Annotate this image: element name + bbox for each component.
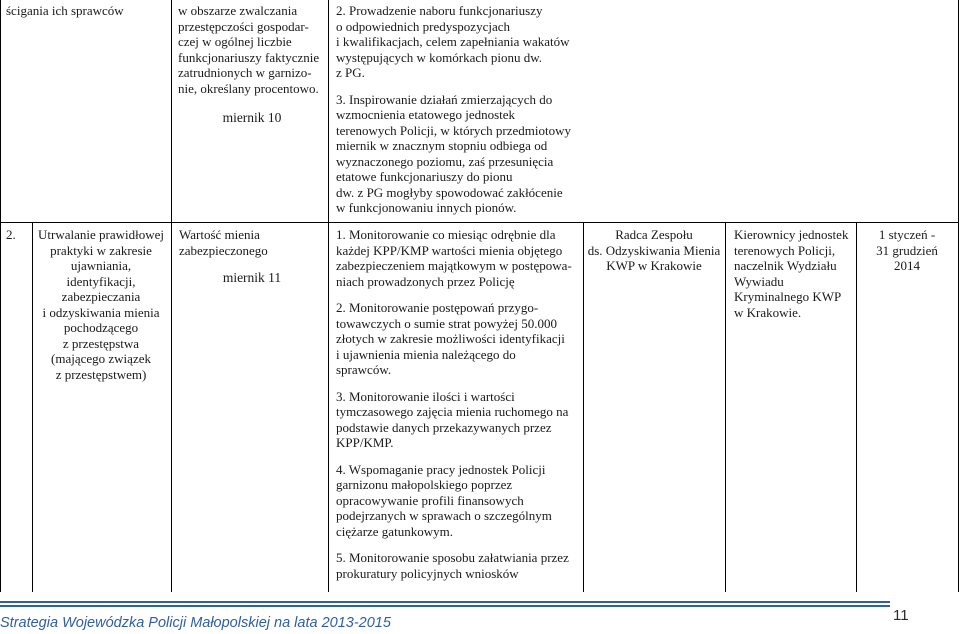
row2-measure: Wartość mienia zabezpieczonego miernik 11 (179, 227, 325, 286)
task-item: 5. Monitorowanie sposobu załatwiania przez prokuratury policyjnych wniosków (336, 550, 569, 581)
table-col-divider (725, 222, 726, 592)
table-col-divider (171, 0, 172, 592)
footer-rule (0, 605, 890, 607)
task-item: 2. Prowadzenie naboru funkcjonariuszy o odpowiednich predyspozycjach i kwalifikacjach, celem zapełniania wakatów występujących w komórkach pionu dw. z PG. (336, 3, 570, 80)
table-border-left (0, 0, 1, 592)
page-number: 11 (893, 607, 909, 624)
row2-deadline: 1 styczeń - 31 grudzień 2014 (876, 227, 938, 273)
table-row-divider (0, 222, 959, 223)
task-item: 4. Wspomaganie pracy jednostek Policji garnizonu małopolskiego poprzez opracowywanie profili finansowych podejrzanych w sprawach o szczególnym ciężarze gatunkowym. (336, 461, 552, 539)
table-col-divider (856, 222, 857, 592)
footer-title: Strategia Wojewódzka Policji Małopolskiej na lata 2013-2015 (0, 615, 391, 631)
row2-responsible: Radca Zespołu ds. Odzyskiwania Mienia KWP w Krakowie (587, 227, 721, 273)
table-col-divider (328, 0, 329, 592)
footer-rule (0, 601, 890, 603)
task-item: 3. Monitorowanie ilości i wartości tymczasowego zajęcia mienia ruchomego na podstawie danych przekazywanych przez KPP/KMP. (336, 388, 569, 450)
table-col-divider (32, 222, 33, 592)
task-item: 3. Inspirowanie działań zmierzających do wzmocnienia etatowego jednostek terenowych Policji, w których przedmiotowy miernik w znacznym stopniu odbiega od wyznaczonego poziomu, zaś przesunięcia etatowe funkcjonariuszy do pionu dw. z PG mogłyby spowodować zakłócenie w funkcjonowaniu innych pionów. (336, 91, 572, 215)
row2-objective: Utrwalanie prawidłowej praktyki w zakresie ujawniania, identyfikacji, zabezpieczania i odzyskiwania mienia pochodzącego z przestępstwa (mającego związek z przestępstwem) (38, 227, 164, 382)
row2-tasks (336, 227, 576, 581)
measure-label: miernik 11 (222, 270, 282, 285)
row2-cooperating: Kierownicy jednostek terenowych Policji, naczelnik Wydziału Wywiadu Kryminalnego KWP w Krakowie. (734, 227, 849, 320)
table-border-right (958, 0, 959, 592)
task-item: 1. Monitorowanie co miesiąc odrębnie dla każdej KPP/KMP wartości mienia objętego zabezpieczeniem majątkowym w postępowa- niach prowadzonych przez Policję (336, 227, 572, 289)
table-col-divider (583, 222, 584, 592)
row1-col1-text: ścigania ich sprawców (6, 3, 124, 18)
row2-number: 2. (6, 227, 16, 242)
measure-label: miernik 10 (222, 110, 282, 125)
task-item: 2. Monitorowanie postępowań przygo- towawczych o sumie strat powyżej 50.000 złotych w zakresie możliwości identyfikacji i ujawnienia mienia należącego do sprawców. (336, 300, 565, 377)
row1-tasks (336, 3, 576, 216)
row1-indicator-description: w obszarze zwalczania przestępczości gospodar- czej w ogólnej liczbie funkcjonariuszy faktycznie zatrudnionych w garnizo- nie, określany procentowo. miernik 10 (178, 3, 326, 126)
